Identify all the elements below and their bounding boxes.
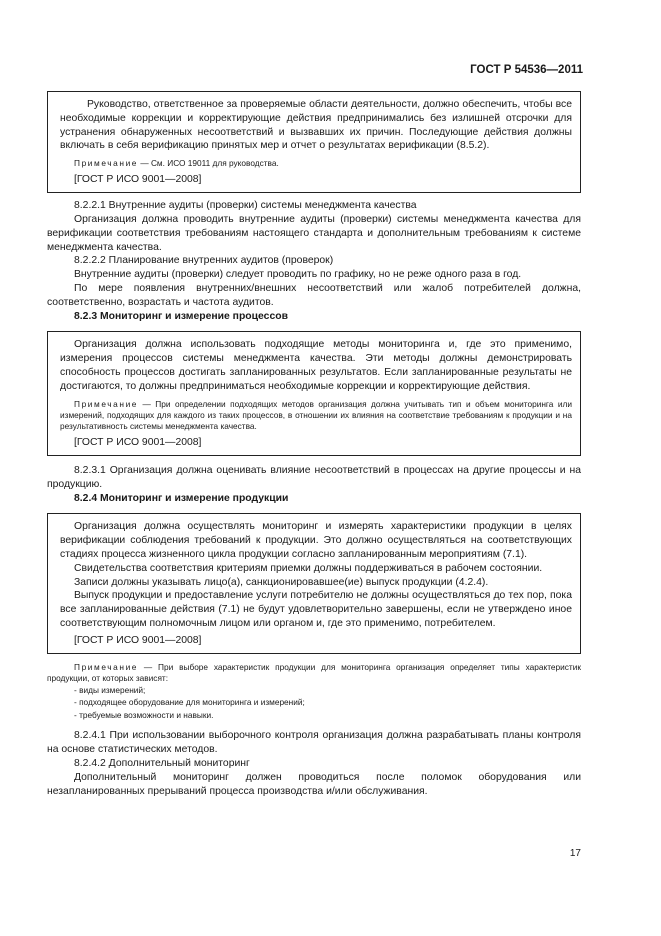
paragraph: Внутренние аудиты (проверки) следует проводить по графику, но не реже одного раза в год. [74, 269, 522, 281]
paragraph: Записи должны указывать лицо(а), санкционировавшее(ие) выпуск продукции (4.2.4). [74, 576, 489, 588]
note-text: — При выборе характеристик продукции для мониторинга организация определяет типы характеристик продукции, от которых зависят: [47, 661, 581, 683]
note-label: Примечание [74, 398, 139, 409]
list-item: - виды измерений; [74, 684, 146, 695]
paragraph: Организация должна использовать подходящие методы мониторинга и, где это применимо, измерения процессов системы менеджмента качества. Эти методы должны демонстрировать способность процессов достигать запланированных результатов. Если запланированные результаты не достигаются, то должны предприниматься необходимые коррекции и корректирующие действия. [60, 339, 572, 392]
paragraph: Руководство, ответственное за проверяемые области деятельности, должно обеспечить, чтобы все необходимые коррекции и корректирующие действия предпринимались без излишней отсрочки для устранения обнаруженных несоответствий и вызвавших их причин. Последующие действия должны включать в себя верификацию принятых мер и отчет о результатах верификации (8.5.2). [60, 99, 572, 152]
paragraph: Организация должна проводить внутренние аудиты (проверки) системы менеджмента качества для верификации соответствия требованиям настоящего стандарта и дополнительным требованиям к системе менеджмента качества. [47, 213, 581, 253]
quote-box-process-monitoring [47, 331, 581, 456]
page-content [47, 91, 581, 798]
paragraph: Дополнительный мониторинг должен проводиться после поломок оборудования или незапланированных прерываний процесса производства и/или обслуживания. [47, 771, 581, 797]
section-8-2-4-1: 8.2.4.1 При использовании выборочного контроля организация должна разрабатывать планы контроля на основе статистических методов. [47, 730, 581, 756]
section-8-2-4-title: 8.2.4 Мониторинг и измерение продукции [74, 492, 289, 504]
section-8-2-4-2-title: 8.2.4.2 Дополнительный мониторинг [74, 758, 250, 770]
note [60, 158, 572, 169]
list-item: - подходящее оборудование для мониторинга и измерений; [74, 697, 305, 708]
reference: [ГОСТ Р ИСО 9001—2008] [74, 634, 202, 646]
document-header: ГОСТ Р 54536—2011 [470, 64, 583, 76]
section-8-2-3-1: 8.2.3.1 Организация должна оценивать влияние несоответствий в процессах на другие процессы и на продукцию. [47, 464, 581, 490]
list-item: - требуемые возможности и навыки. [74, 709, 214, 720]
paragraph: По мере появления внутренних/внешних несоответствий или жалоб потребителей должна, соответственно, возрастать и частота аудитов. [47, 282, 581, 308]
note [60, 399, 572, 433]
quote-box-audit-followup [47, 91, 581, 193]
note [47, 662, 581, 684]
note-label: Примечание [74, 158, 139, 169]
paragraph: Свидетельства соответствия критериям приемки должны поддерживаться в рабочем состоянии. [74, 562, 543, 574]
reference: [ГОСТ Р ИСО 9001—2008] [74, 174, 202, 186]
paragraph: Организация должна осуществлять мониторинг и измерять характеристики продукции в целях верификации соблюдения требований к продукции. Это должно осуществляться на соответствующих стадиях процесса жизненного цикла продукции согласно запланированным мероприятиям (7.1). [60, 521, 572, 560]
note-text: — При определении подходящих методов организация должна учитывать тип и объем мониторинга или измерений, подходящих для каждого из таких процессов, в отношении их влияния на соответствие требованиям к продукции и на результативность системы менеджмента качества. [60, 398, 572, 431]
quote-box-product-monitoring [47, 513, 581, 653]
page-number: 17 [569, 848, 581, 859]
note-text: — См. ИСО 19011 для руководства. [138, 158, 279, 169]
note-label: Примечание [74, 661, 139, 672]
reference: [ГОСТ Р ИСО 9001—2008] [74, 437, 202, 449]
section-8-2-2-1-title: 8.2.2.1 Внутренние аудиты (проверки) системы менеджмента качества [74, 200, 417, 212]
paragraph: Выпуск продукции и предоставление услуги потребителю не должны осуществляться до тех пор, пока все запланированные действия (7.1) не будут удовлетворительно завершены, если не утверждено иное соответствующим полномочным лицом или органом и, где это применимо, потребителем. [60, 590, 572, 629]
section-8-2-2-2-title: 8.2.2.2 Планирование внутренних аудитов (проверок) [74, 255, 334, 267]
section-8-2-3-title: 8.2.3 Мониторинг и измерение процессов [74, 310, 288, 322]
